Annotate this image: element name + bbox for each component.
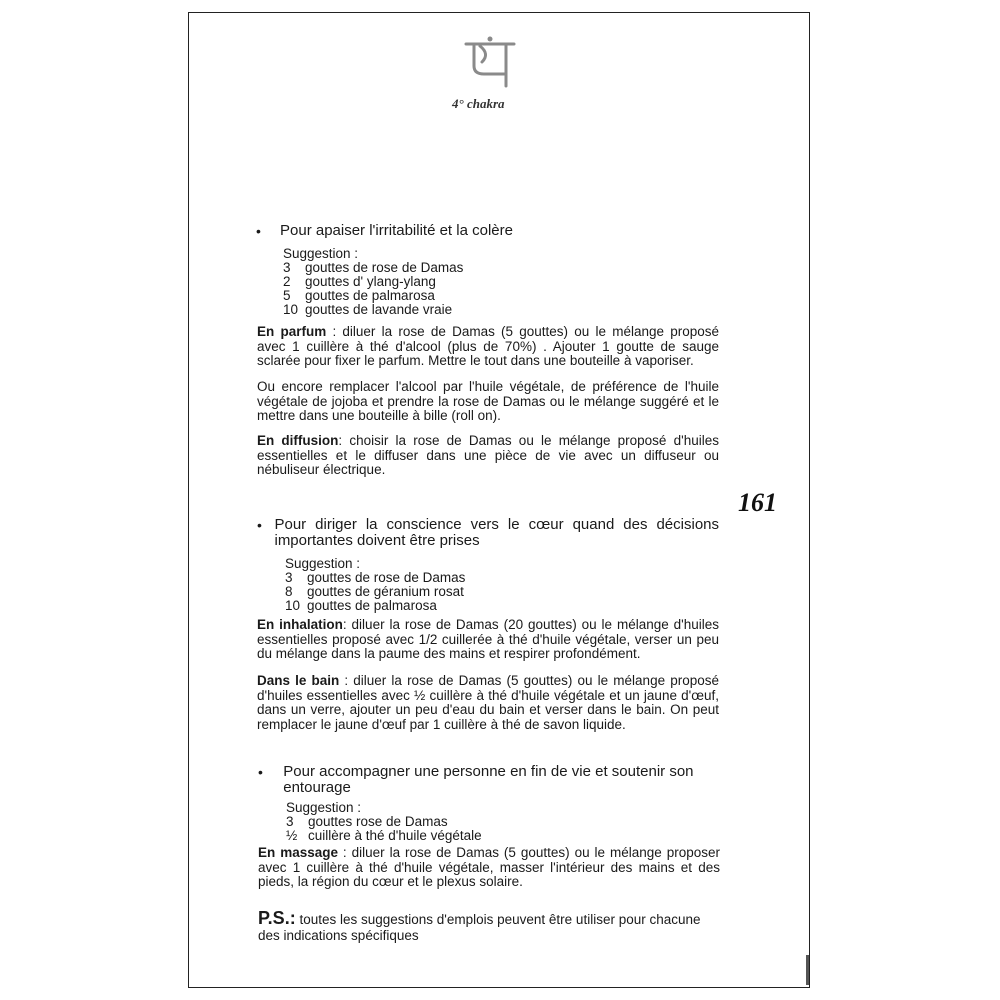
postscript xyxy=(258,910,720,944)
suggestion-list-2 xyxy=(285,557,465,613)
paragraph-parfum xyxy=(257,325,719,369)
section-heading xyxy=(256,223,726,240)
list-item: 5 gouttes de palmarosa xyxy=(283,288,435,303)
section-end-of-life xyxy=(258,764,718,796)
paragraph-text: : choisir la rose de Damas ou le mélange proposé d'huiles essentielles et le diffuser dans une pièce de vie avec un diffuseur ou nébuliseur électrique. xyxy=(257,433,719,477)
suggestion-list-3 xyxy=(286,801,482,843)
scan-edge-mark xyxy=(806,955,809,985)
section-heading xyxy=(257,517,719,549)
suggestion-title: Suggestion : xyxy=(283,246,359,261)
section-irritability xyxy=(256,223,726,240)
chakra-symbol-icon xyxy=(462,36,518,90)
ps-label: P.S.: xyxy=(258,908,296,928)
section-heart-decisions xyxy=(257,517,719,549)
paragraph-bain xyxy=(257,674,719,732)
heading-text: Pour accompagner une personne en fin de vie et soutenir son entourage xyxy=(283,763,694,796)
suggestion-title: Suggestion : xyxy=(285,556,361,571)
paragraph-inhalation xyxy=(257,618,719,662)
paragraph-massage xyxy=(258,846,720,890)
list-item: 10 gouttes de palmarosa xyxy=(285,598,437,613)
ps-text: toutes les suggestions d'emplois peuvent être utiliser pour chacune des indications spécifiques xyxy=(258,912,701,943)
paragraph-label: En inhalation xyxy=(257,617,343,632)
chakra-label: 4° chakra xyxy=(452,96,505,111)
bullet: • xyxy=(256,223,261,239)
paragraph-text: : diluer la rose de Damas (20 gouttes) ou le mélange d'huiles essentielles proposé avec 1/2 cuillerée à thé d'huile végétale, verser un peu du mélange dans la paume des mains et respirer profondément. xyxy=(257,617,719,661)
list-item: ½ cuillère à thé d'huile végétale xyxy=(286,828,482,843)
paragraph-label: En massage xyxy=(258,845,338,860)
paragraph-label: Dans le bain xyxy=(257,673,340,688)
heading-text: Pour apaiser l'irritabilité et la colère xyxy=(280,222,513,239)
paragraph-text: : diluer la rose de Damas (5 gouttes) ou le mélange proposé avec 1 cuillère à thé d'alcool (plus de 70%) . Ajouter 1 goutte de sauge sclarée pour fixer le parfum. Mettre le tout dans une bouteille à vaporiser. xyxy=(257,324,720,368)
list-item: 8 gouttes de géranium rosat xyxy=(285,584,464,599)
page-number: 161 xyxy=(738,488,777,517)
suggestion-title: Suggestion : xyxy=(286,800,362,815)
paragraph-label: En diffusion xyxy=(257,433,339,448)
document-page xyxy=(188,12,810,988)
list-item: 3 gouttes de rose de Damas xyxy=(283,260,464,275)
suggestion-list-1 xyxy=(283,247,463,317)
list-item: 3 gouttes rose de Damas xyxy=(286,814,448,829)
list-item: 3 gouttes de rose de Damas xyxy=(285,570,466,585)
bullet: • xyxy=(258,764,263,780)
bullet: • xyxy=(257,517,262,533)
heading-text: Pour diriger la conscience vers le cœur quand des décisions importantes doivent être prises xyxy=(274,516,719,549)
paragraph-text: : diluer la rose de Damas (5 gouttes) ou le mélange proposer avec 1 cuillère à thé d'huile végétale, masser l'intérieur des mains et des pieds, la région du cœur et le plexus solaire. xyxy=(258,845,720,889)
paragraph-label: En parfum xyxy=(257,324,327,339)
section-heading xyxy=(258,764,718,796)
paragraph-text: Ou encore remplacer l'alcool par l'huile végétale, de préférence de l'huile végétale de jojoba et prendre la rose de Damas ou le mélange suggéré et le mettre dans une bouteille à bille (roll on). xyxy=(257,379,719,423)
list-item: 2 gouttes d' ylang-ylang xyxy=(283,274,436,289)
list-item: 10 gouttes de lavande vraie xyxy=(283,302,453,317)
paragraph-text: : diluer la rose de Damas (5 gouttes) ou le mélange proposé d'huiles essentielles avec ½ cuillère à thé d'huile végétale et un jaune d'œuf, dans un verre, ajouter un peu d'eau du bain et verser dans le bain. On peut remplacer le jaune d'œuf par 1 cuillère à thé de savon liquide. xyxy=(257,673,719,732)
paragraph-diffusion xyxy=(257,434,719,478)
paragraph-alternative xyxy=(257,380,719,424)
